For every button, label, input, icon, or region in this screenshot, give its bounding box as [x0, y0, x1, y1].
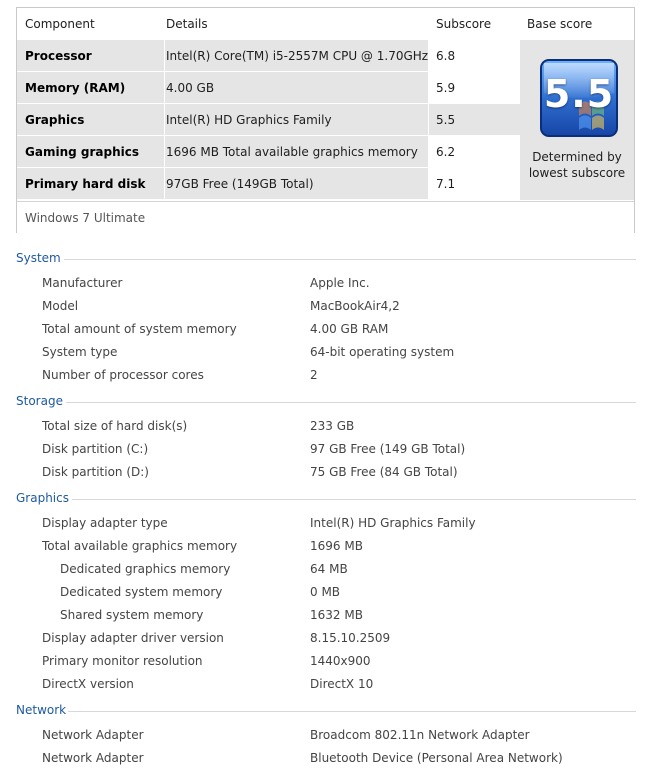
property-row	[0, 299, 647, 319]
property-value: Broadcom 802.11n Network Adapter	[310, 728, 530, 742]
details-label: 1696 MB Total available graphics memory	[166, 145, 418, 159]
section-system-header	[16, 251, 636, 267]
property-label: Number of processor cores	[42, 368, 204, 382]
details-label: Intel(R) Core(TM) i5-2557M CPU @ 1.70GHz	[166, 49, 429, 63]
section-graphics-header	[16, 491, 636, 507]
property-label: Disk partition (C:)	[42, 442, 149, 456]
property-label: DirectX version	[42, 677, 134, 691]
details-label: Intel(R) HD Graphics Family	[166, 113, 332, 127]
property-value: Intel(R) HD Graphics Family	[310, 516, 476, 530]
property-row	[0, 608, 647, 628]
subscore-value: 5.5	[436, 113, 456, 127]
property-value: 1632 MB	[310, 608, 363, 622]
property-label: Total size of hard disk(s)	[42, 419, 188, 433]
score-row-memory	[17, 72, 520, 103]
base-score-caption: Determined by lowest subscore	[528, 150, 626, 180]
property-value: 0 MB	[310, 585, 341, 599]
subscore-value: 7.1	[436, 177, 456, 191]
property-label: Model	[42, 299, 79, 313]
header-subscore: Subscore	[436, 17, 492, 31]
property-label: Network Adapter	[42, 751, 144, 765]
property-value: 1696 MB	[310, 539, 363, 553]
score-table	[16, 7, 635, 233]
property-label: Manufacturer	[42, 276, 123, 290]
windows-edition: Windows 7 Ultimate	[25, 211, 146, 225]
details-label: 4.00 GB	[166, 81, 215, 95]
property-row	[0, 751, 647, 771]
base-score-value: 5.5	[543, 72, 615, 116]
property-value: 75 GB Free (84 GB Total)	[310, 465, 458, 479]
section-title: Network	[16, 703, 67, 717]
property-label: Dedicated system memory	[60, 585, 223, 599]
section-network-header	[16, 703, 636, 719]
property-value: 2	[310, 368, 318, 382]
score-row-gaming-graphics	[17, 136, 520, 167]
component-label: Gaming graphics	[25, 145, 139, 159]
property-value: 97 GB Free (149 GB Total)	[310, 442, 466, 456]
property-label: Primary monitor resolution	[42, 654, 203, 668]
property-value: 4.00 GB RAM	[310, 322, 389, 336]
section-title: System	[16, 251, 61, 265]
subscore-value: 6.8	[436, 49, 456, 63]
property-value: 233 GB	[310, 419, 355, 433]
details-label: 97GB Free (149GB Total)	[166, 177, 314, 191]
score-row-primary-hard-disk	[17, 168, 520, 199]
section-divider	[68, 711, 636, 712]
section-storage-header	[16, 394, 636, 410]
section-divider	[64, 259, 636, 260]
score-row-processor	[17, 40, 520, 71]
property-value: MacBookAir4,2	[310, 299, 400, 313]
property-value: DirectX 10	[310, 677, 374, 691]
section-title: Storage	[16, 394, 63, 408]
property-value: Apple Inc.	[310, 276, 370, 290]
score-table-header	[17, 8, 634, 39]
subscore-value: 6.2	[436, 145, 456, 159]
property-row	[0, 442, 647, 462]
property-row	[0, 562, 647, 582]
property-label: Display adapter driver version	[42, 631, 224, 645]
property-value: 64 MB	[310, 562, 348, 576]
component-label: Primary hard disk	[25, 177, 146, 191]
property-row	[0, 539, 647, 559]
property-label: Total amount of system memory	[42, 322, 237, 336]
subscore-value: 5.9	[436, 81, 456, 95]
property-value: 1440x900	[310, 654, 371, 668]
section-divider	[72, 499, 636, 500]
property-row	[0, 368, 647, 388]
property-row	[0, 631, 647, 651]
property-row	[0, 677, 647, 697]
header-base-score: Base score	[527, 17, 593, 31]
edition-footer	[17, 201, 634, 233]
property-row	[0, 345, 647, 365]
property-row	[0, 276, 647, 296]
property-row	[0, 654, 647, 674]
base-score-badge-icon	[539, 58, 619, 138]
header-component: Component	[25, 17, 95, 31]
property-label: Disk partition (D:)	[42, 465, 149, 479]
property-row	[0, 728, 647, 748]
header-details: Details	[166, 17, 208, 31]
property-row	[0, 322, 647, 342]
property-value: Bluetooth Device (Personal Area Network)	[310, 751, 563, 765]
section-divider	[66, 402, 636, 403]
property-row	[0, 516, 647, 536]
property-row	[0, 465, 647, 485]
component-label: Graphics	[25, 113, 85, 127]
property-label: Total available graphics memory	[42, 539, 238, 553]
property-value: 8.15.10.2509	[310, 631, 391, 645]
property-label: Shared system memory	[60, 608, 204, 622]
component-label: Processor	[25, 49, 92, 63]
base-score-panel	[520, 40, 634, 200]
property-value: 64-bit operating system	[310, 345, 455, 359]
property-label: Display adapter type	[42, 516, 168, 530]
property-row	[0, 419, 647, 439]
property-label: System type	[42, 345, 118, 359]
property-label: Dedicated graphics memory	[60, 562, 231, 576]
property-row	[0, 585, 647, 605]
score-row-graphics	[17, 104, 520, 135]
section-title: Graphics	[16, 491, 69, 505]
component-label: Memory (RAM)	[25, 81, 126, 95]
property-label: Network Adapter	[42, 728, 144, 742]
